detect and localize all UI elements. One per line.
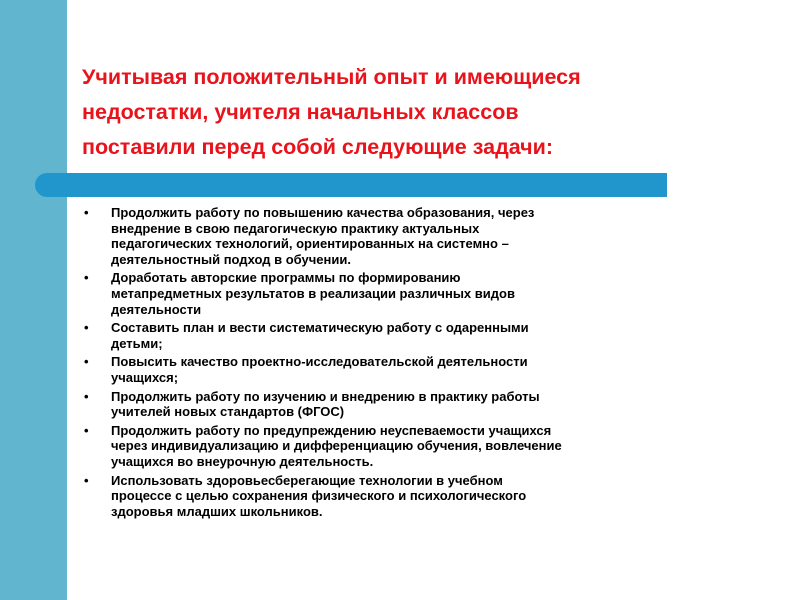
list-item-line: через индивидуализацию и дифференциацию обучения, вовлечение (111, 438, 562, 454)
list-item-line: метапредметных результатов в реализации различных видов (111, 285, 515, 301)
list-item (84, 389, 744, 420)
bullet-icon: • (84, 354, 89, 370)
bullet-icon: • (84, 472, 89, 488)
list-item (84, 205, 744, 267)
list-item-line: детьми; (111, 335, 163, 351)
bullet-icon: • (84, 320, 89, 336)
list-item-line: педагогических технологий, ориентированных на системно – (111, 236, 509, 252)
list-item-line: Продолжить работу по предупреждению неуспеваемости учащихся (111, 422, 552, 438)
list-item-line: Продолжить работу по повышению качества образования, через (111, 205, 535, 220)
list-item-line: деятельностный подход в обучении. (111, 251, 351, 267)
list-item-line: учащихся; (111, 369, 179, 385)
bullet-icon: • (84, 422, 89, 438)
list-item-line: учителей новых стандартов (ФГОС) (111, 404, 345, 420)
list-item-line: Составить план и вести систематическую работу с одаренными (111, 320, 529, 336)
bullet-icon: • (84, 205, 89, 220)
title-line: Учитывая положительный опыт и имеющиеся (82, 65, 581, 89)
list-item (84, 473, 744, 520)
task-list (84, 205, 744, 522)
list-item-line: процессе с целью сохранения физического и психологического (111, 488, 527, 504)
list-item (84, 354, 744, 385)
list-item-line: деятельности (111, 301, 202, 317)
list-item-line: учащихся во внеурочную деятельность. (111, 453, 374, 469)
list-item-line: Доработать авторские программы по формированию (111, 270, 461, 286)
title-line: поставили перед собой следующие задачи: (82, 135, 554, 159)
title-block (82, 60, 772, 165)
list-item-line: Продолжить работу по изучению и внедрению в практику работы (111, 388, 540, 404)
bullet-icon: • (84, 388, 89, 404)
list-item-line: Повысить качество проектно-исследовательской деятельности (111, 354, 528, 370)
title-line: недостатки, учителя начальных классов (82, 100, 519, 124)
slide-title (82, 60, 772, 165)
list-item-line: внедрение в свою педагогическую практику актуальных (111, 220, 480, 236)
bullet-icon: • (84, 270, 89, 286)
list-item (84, 320, 744, 351)
accent-bar (35, 173, 667, 197)
left-decorative-band (0, 0, 67, 600)
list-item-line: Использовать здоровьесберегающие технологии в учебном (111, 472, 503, 488)
list-item-line: здоровья младших школьников. (111, 503, 323, 519)
list-item (84, 423, 744, 470)
list-item (84, 270, 744, 317)
